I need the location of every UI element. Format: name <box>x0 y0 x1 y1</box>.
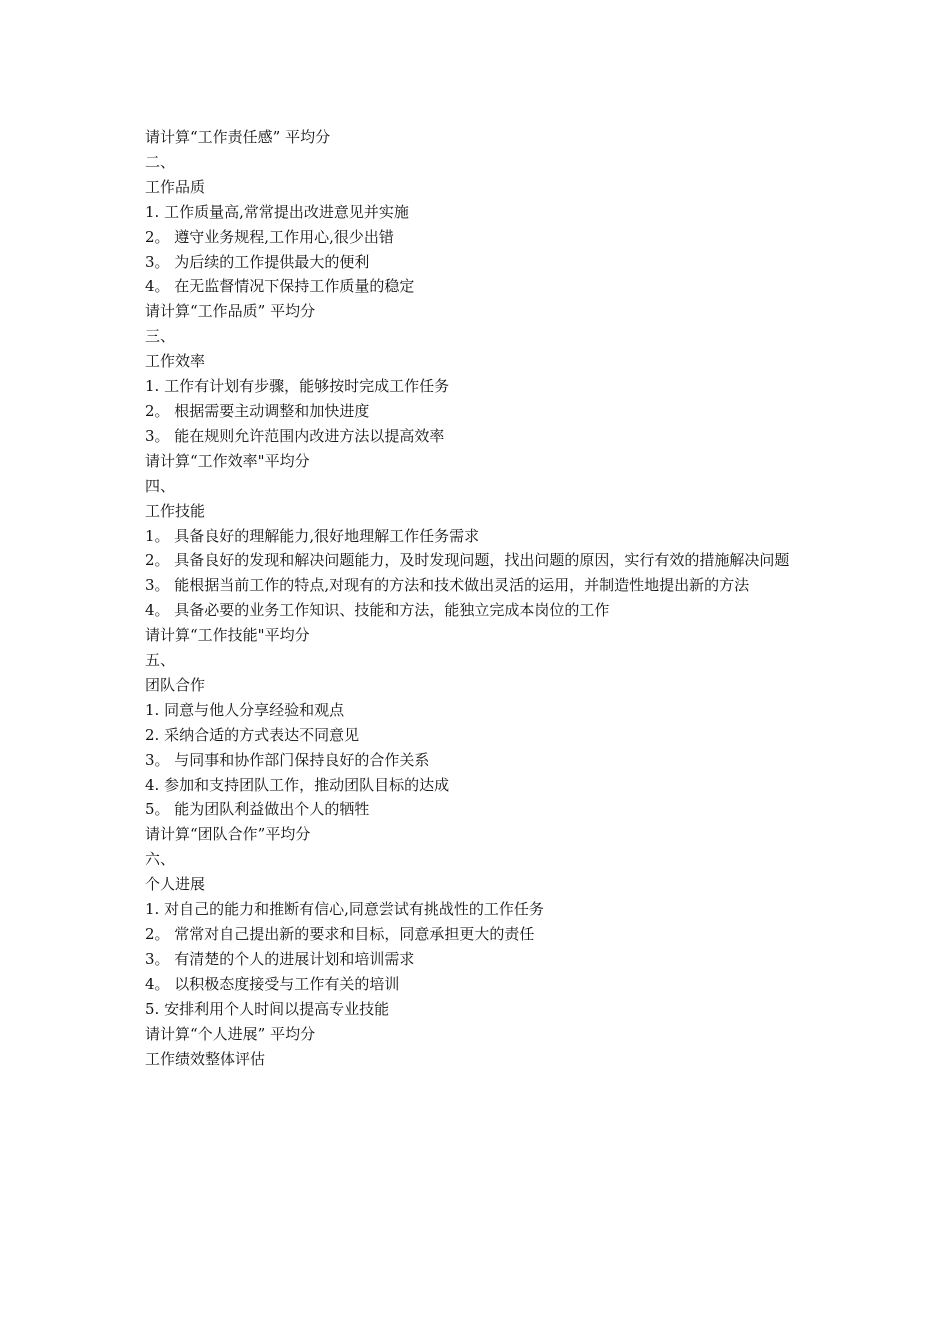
line-prompt-teamwork-average: 请计算“团队合作”平均分 <box>145 825 311 844</box>
section-number-3: 三、 <box>145 327 176 346</box>
list-item: 4。 以积极态度接受与工作有关的培训 <box>145 974 400 993</box>
list-item: 2。 具备良好的发现和解决问题能力，及时发现问题，找出问题的原因，实行有效的措施解决问题 <box>145 551 790 570</box>
list-item: 3。 能在规则允许范围内改进方法以提高效率 <box>145 426 445 445</box>
list-item: 3。 能根据当前工作的特点,对现有的方法和技术做出灵活的运用，并制造性地提出新的方法 <box>145 576 750 595</box>
list-item: 1。 具备良好的理解能力,很好地理解工作任务需求 <box>145 526 480 545</box>
section-number-2: 二、 <box>145 152 176 171</box>
list-item: 2. 采纳合适的方式表达不同意见 <box>145 725 360 744</box>
list-item: 2。 常常对自己提出新的要求和目标，同意承担更大的责任 <box>145 925 535 943</box>
list-item: 1. 对自己的能力和推断有信心,同意尝试有挑战性的工作任务 <box>145 900 544 919</box>
list-item: 1. 工作质量高,常常提出改进意见并实施 <box>145 202 409 221</box>
section-title-work-skills: 工作技能 <box>145 501 206 520</box>
list-item: 5。 能为团队利益做出个人的牺牲 <box>145 800 370 819</box>
document-body <box>145 125 815 1071</box>
line-prompt-skills-average: 请计算“工作技能"平均分 <box>145 626 310 645</box>
list-item: 4。 在无监督情况下保持工作质量的稳定 <box>145 277 415 296</box>
list-item: 3。 与同事和协作部门保持良好的合作关系 <box>145 750 430 769</box>
list-item: 3。 为后续的工作提供最大的便利 <box>145 252 370 271</box>
line-prompt-responsibility-average: 请计算“工作责任感” 平均分 <box>145 128 331 146</box>
list-item: 2。 根据需要主动调整和加快进度 <box>145 401 370 420</box>
list-item: 5. 安排利用个人时间以提高专业技能 <box>145 999 390 1018</box>
section-number-5: 五、 <box>145 651 176 670</box>
list-item: 4。 具备必要的业务工作知识、技能和方法，能独立完成本岗位的工作 <box>145 601 610 620</box>
list-item: 4. 参加和支持团队工作，推动团队目标的达成 <box>145 775 450 794</box>
list-item: 1. 工作有计划有步骤，能够按时完成工作任务 <box>145 377 450 396</box>
line-prompt-development-average: 请计算“个人进展” 平均分 <box>145 1024 316 1043</box>
section-title-teamwork: 团队合作 <box>145 675 206 694</box>
section-title-work-quality: 工作品质 <box>145 177 206 196</box>
list-item: 2。 遵守业务规程,工作用心,很少出错 <box>145 227 394 246</box>
line-prompt-efficiency-average: 请计算“工作效率"平均分 <box>145 451 310 470</box>
section-title-personal-development: 个人进展 <box>145 875 206 894</box>
section-title-work-efficiency: 工作效率 <box>145 352 206 371</box>
list-item: 1. 同意与他人分享经验和观点 <box>145 700 345 719</box>
section-title-overall-evaluation: 工作绩效整体评估 <box>145 1049 266 1068</box>
section-number-4: 四、 <box>145 476 176 495</box>
list-item: 3。 有清楚的个人的进展计划和培训需求 <box>145 949 415 968</box>
section-number-6: 六、 <box>145 850 176 869</box>
line-prompt-quality-average: 请计算“工作品质” 平均分 <box>145 302 316 321</box>
